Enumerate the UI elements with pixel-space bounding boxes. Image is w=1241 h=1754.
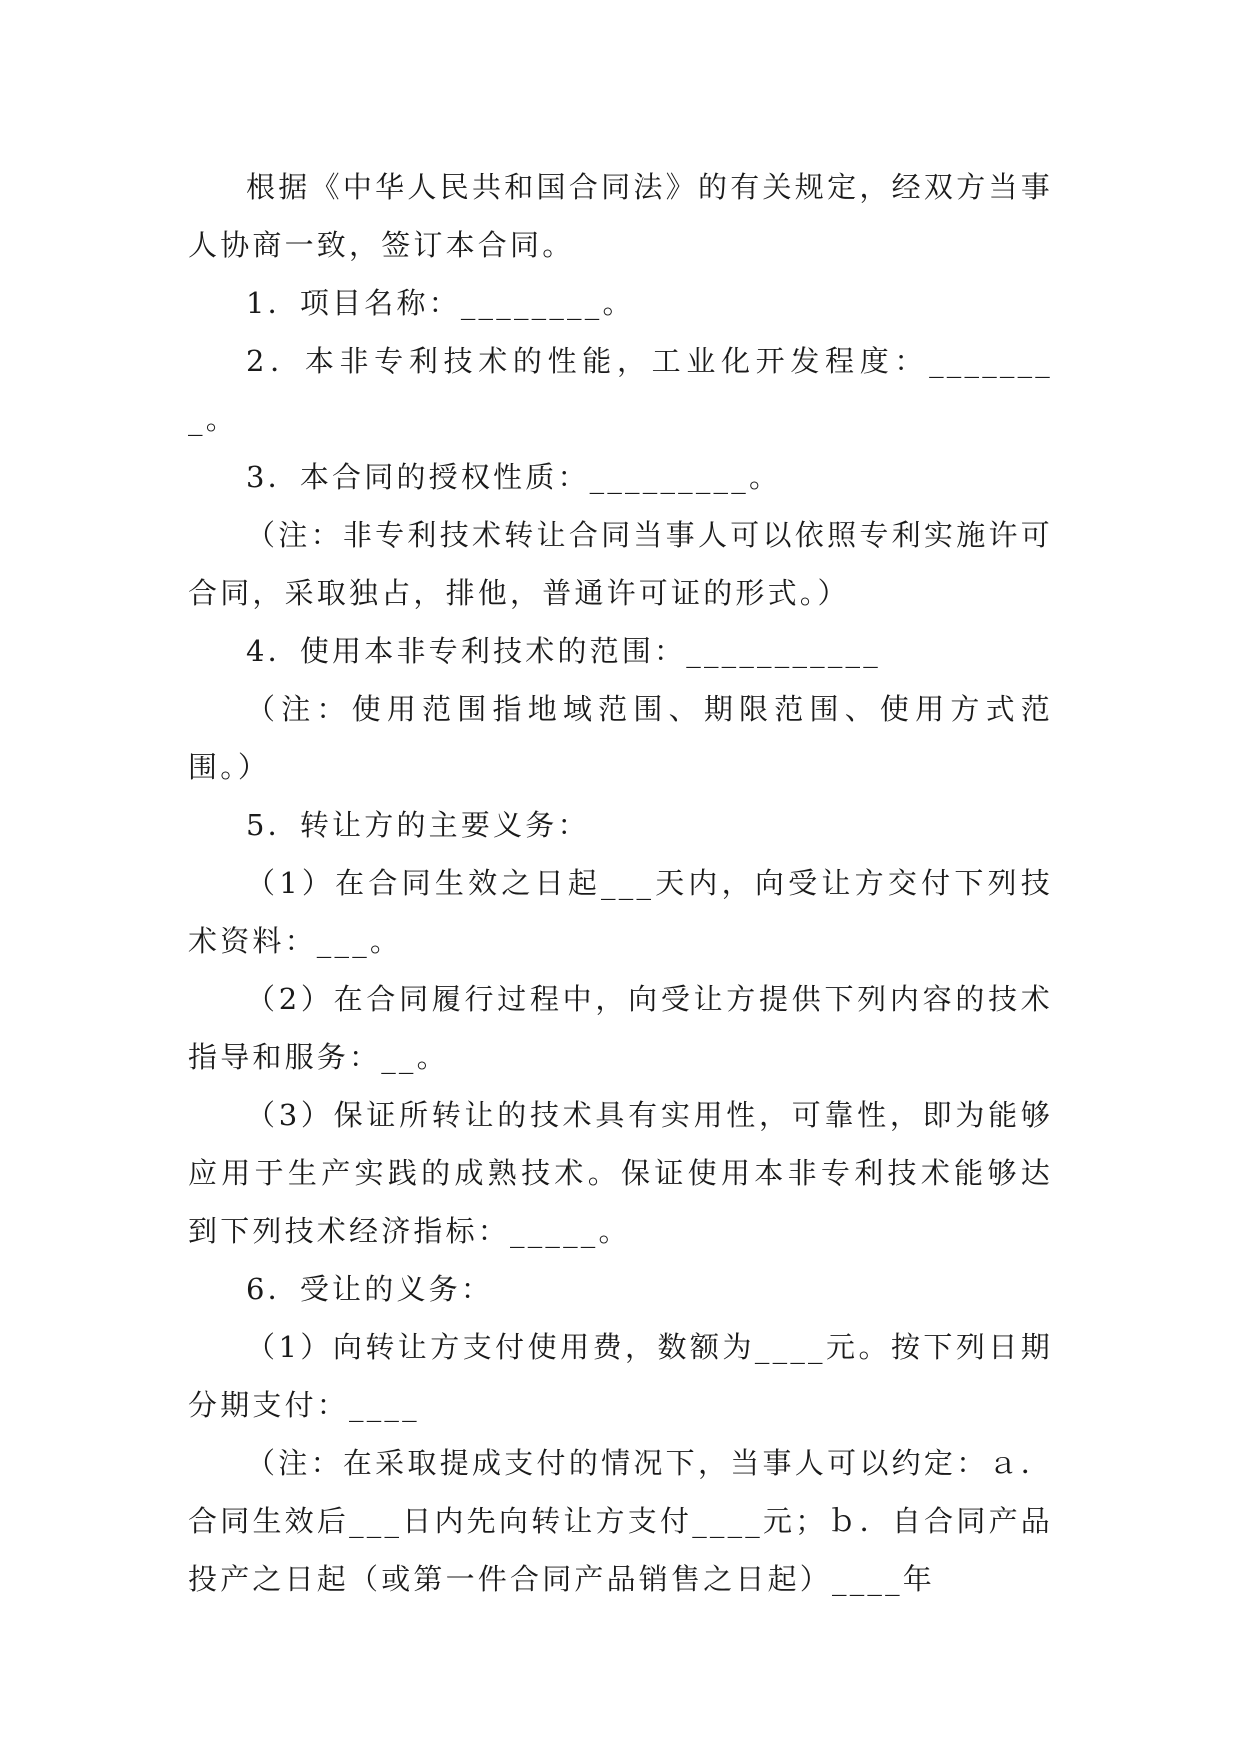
- paragraph-item-3: 3．本合同的授权性质：_________。: [246, 460, 782, 494]
- paragraph-item-4: 4．使用本非专利技术的范围：___________: [246, 634, 881, 668]
- paragraph-item-6-1: （1）向转让方支付使用费，数额为____元。按下列日期分期支付：____: [188, 1330, 1053, 1422]
- paragraph-note-3: （注：非专利技术转让合同当事人可以依照专利实施许可合同，采取独占，排他，普通许可证的形式。）: [188, 518, 1053, 610]
- paragraph-item-1: 1．项目名称：________。: [246, 286, 635, 320]
- paragraph-item-2: 2．本非专利技术的性能，工业化开发程度：________。: [188, 344, 1053, 436]
- paragraph-item-5: 5．转让方的主要义务：: [246, 808, 590, 842]
- paragraph-note-6: （注：在采取提成支付的情况下，当事人可以约定：ａ．合同生效后___日内先向转让方支付____元；ｂ．自合同产品投产之日起（或第一件合同产品销售之日起）____年: [188, 1446, 1053, 1596]
- paragraph-item-5-3: （3）保证所转让的技术具有实用性，可靠性，即为能够应用于生产实践的成熟技术。保证使用本非专利技术能够达到下列技术经济指标：_____。: [188, 1098, 1053, 1248]
- paragraph-intro: 根据《中华人民共和国合同法》的有关规定，经双方当事人协商一致，签订本合同。: [188, 170, 1053, 262]
- paragraph-item-6: 6．受让的义务：: [246, 1272, 494, 1306]
- paragraph-item-5-2: （2）在合同履行过程中，向受让方提供下列内容的技术指导和服务：__。: [188, 982, 1053, 1074]
- document-page: [188, 158, 1053, 1608]
- paragraph-item-5-1: （1）在合同生效之日起___天内，向受让方交付下列技术资料：___。: [188, 866, 1053, 958]
- paragraph-note-4: （注：使用范围指地域范围、期限范围、使用方式范围。）: [188, 692, 1053, 784]
